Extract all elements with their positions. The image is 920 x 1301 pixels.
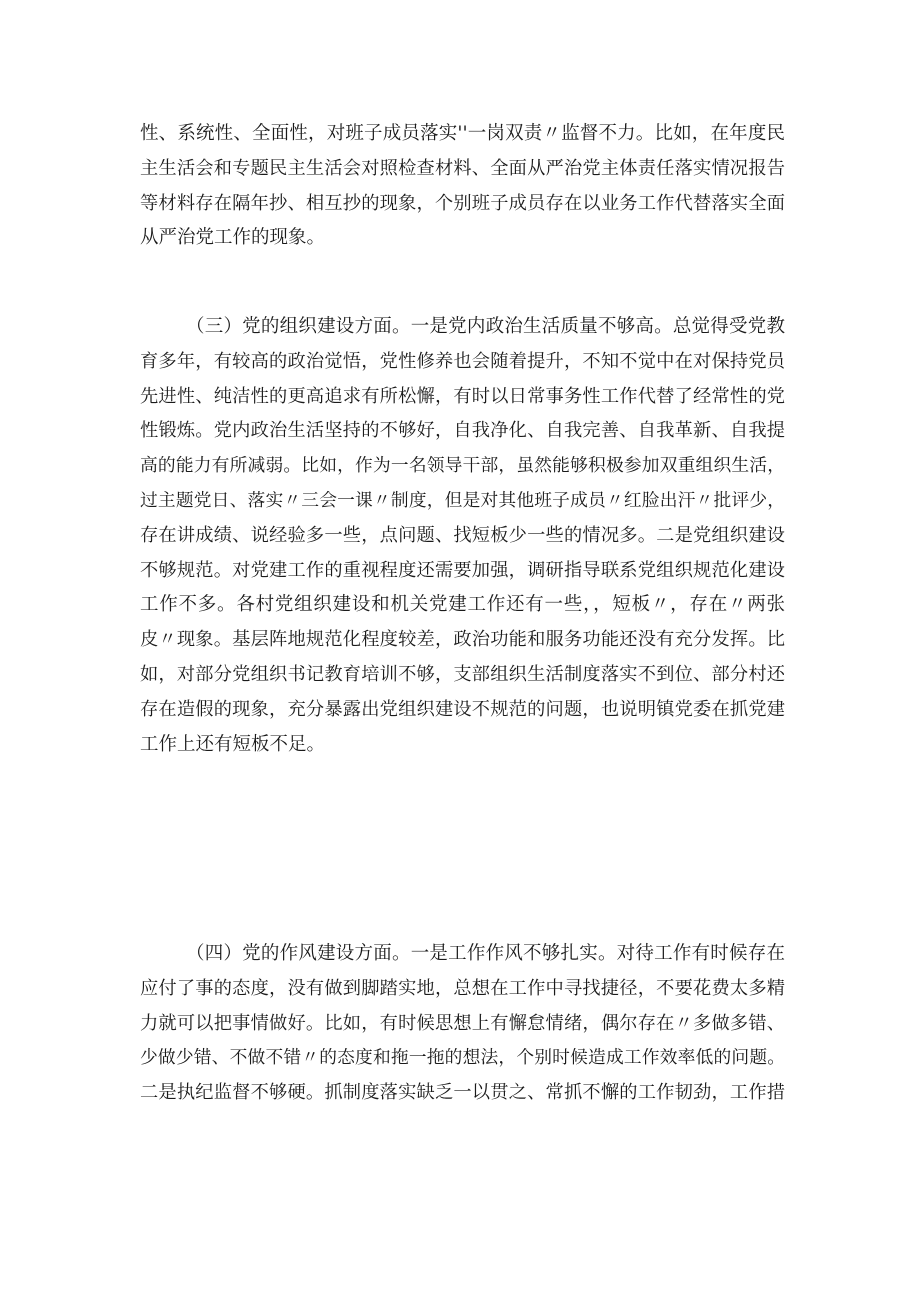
text-line: 工作上还有短板不足。 bbox=[140, 733, 326, 755]
paragraph-2 bbox=[140, 310, 785, 762]
paragraph-1 bbox=[140, 117, 785, 256]
text-line: 力就可以把事情做好。比如，有时候思想上有懈怠情绪，偶尔存在〃多做多错、 bbox=[140, 1012, 785, 1034]
text-line: 存在造假的现象，充分暴露出党组织建设不规范的问题，也说明镇党委在抓党建 bbox=[140, 698, 785, 720]
text-line: 应付了事的态度，没有做到脚踏实地，总想在工作中寻找捷径，不要花费太多精 bbox=[140, 977, 785, 999]
text-line: 等材料存在隔年抄、相互抄的现象，个别班子成员存在以业务工作代替落实全面 bbox=[140, 192, 785, 214]
text-line: 工作不多。各村党组织建设和机关党建工作还有一些，，短板〃，存在〃两张 bbox=[140, 594, 785, 616]
text-line: 不够规范。对党建工作的重视程度还需要加强，调研指导联系党组织规范化建设 bbox=[140, 559, 785, 581]
text-line: 如，对部分党组织书记教育培训不够，支部组织生活制度落实不到位、部分村还 bbox=[140, 663, 785, 685]
text-line: 先进性、纯洁性的更高追求有所松懈，有时以日常事务性工作代替了经常性的党 bbox=[140, 385, 785, 407]
text-line: （四）党的作风建设方面。一是工作作风不够扎实。对待工作有时候存在 bbox=[186, 943, 785, 964]
text-line: （三）党的组织建设方面。一是党内政治生活质量不够高。总觉得受党教 bbox=[186, 316, 785, 337]
text-line: 性锻炼。党内政治生活坚持的不够好，自我净化、自我完善、自我革新、自我提 bbox=[140, 420, 785, 442]
text-line: 高的能力有所减弱。比如，作为一名领导干部，虽然能够积极参加双重组织生活， bbox=[140, 456, 785, 477]
text-line: 少做少错、不做不错〃的态度和拖一拖的想法，个别时候造成工作效率低的问题。 bbox=[140, 1048, 785, 1069]
text-line: 性、系统性、全面性，对班子成员落实''一岗双责〃监督不力。比如，在年度民 bbox=[140, 123, 785, 144]
text-line: 从严治党工作的现象。 bbox=[140, 227, 326, 249]
text-line: 育多年，有较高的政治觉悟，党性修养也会随着提升，不知不觉中在对保持党员 bbox=[140, 350, 785, 372]
text-line: 存在讲成绩、说经验多一些，点问题、找短板少一些的情况多。二是党组织建设 bbox=[140, 524, 785, 546]
text-line: 主生活会和专题民主生活会对照检查材料、全面从严治党主体责任落实情况报告 bbox=[140, 157, 785, 179]
text-line: 过主题党日、落实〃三会一课〃制度，但是对其他班子成员〃红脸出汗〃批评少， bbox=[140, 490, 785, 511]
paragraph-3 bbox=[140, 937, 785, 1111]
text-line: 二是执纪监督不够硬。抓制度落实缺乏一以贯之、常抓不懈的工作韧劲，工作措 bbox=[140, 1082, 785, 1104]
text-line: 皮〃现象。基层阵地规范化程度较差，政治功能和服务功能还没有充分发挥。比 bbox=[140, 629, 785, 651]
